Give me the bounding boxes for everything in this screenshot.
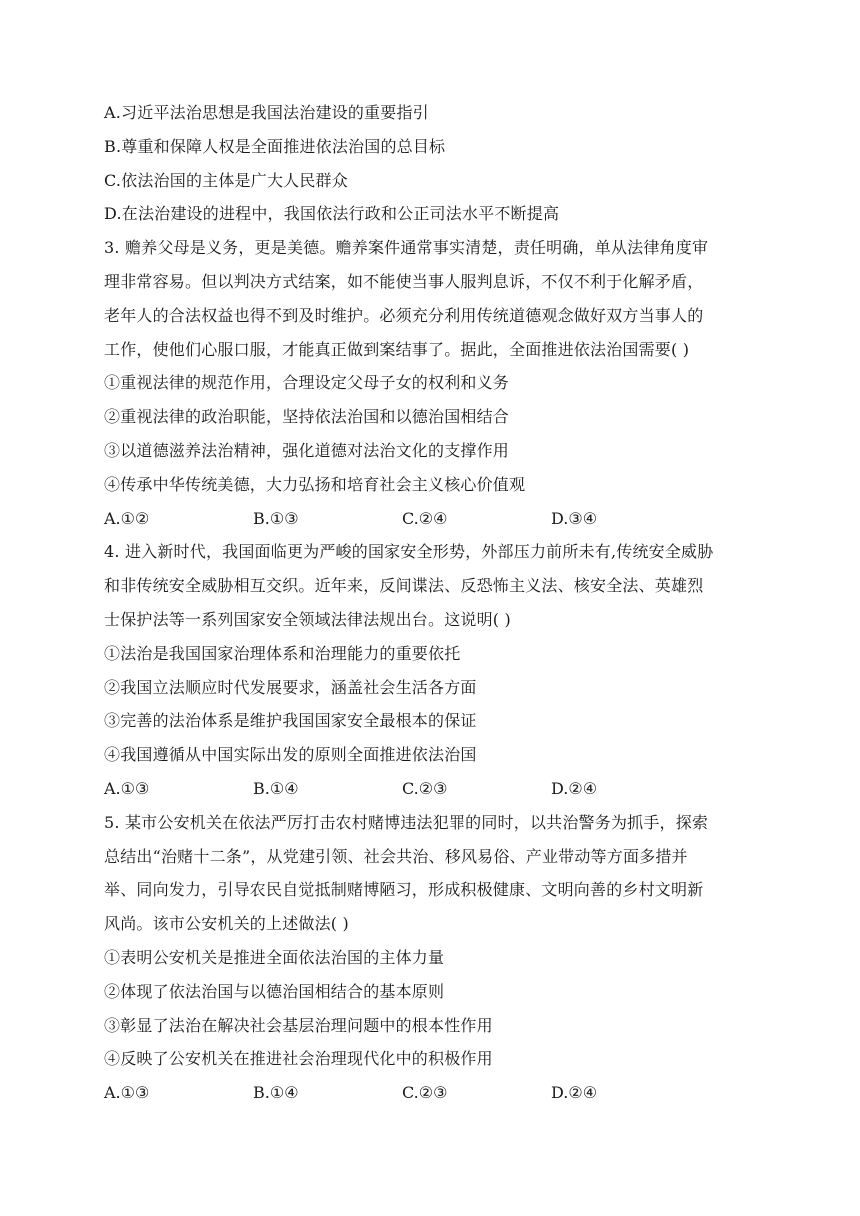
q2-option-a: A.习近平法治思想是我国法治建设的重要指引 [104,103,429,122]
question-5 [104,806,764,1110]
q5-stem-line: 总结出“治赌十二条”，从党建引领、社会共治、移风易俗、产业带动等方面多措并 [104,846,688,866]
q5-statement-3: ③彰显了法治在解决社会基层治理问题中的根本性作用 [104,1015,493,1035]
q2-option-b: B.尊重和保障人权是全面推进依法治国的总目标 [104,136,446,156]
q4-choices [104,772,764,806]
q4-choice-d: D.②④ [551,778,598,798]
q3-stem-line: 老年人的合法权益也得不到及时维护。必须充分利用传统道德观念做好双方当事人的 [104,305,704,325]
q3-choice-b: B.①③ [253,508,299,528]
q5-choices [104,1076,764,1110]
q2-option-d: D.在法治建设的进程中，我国依法行政和公正司法水平不断提高 [104,204,560,224]
q3-choice-a: A.①② [104,508,150,528]
q3-statement-3: ③以道德滋养法治精神，强化道德对法治文化的支撑作用 [104,440,510,460]
q4-stem-line: 和非传统安全威胁相互交织。近年来，反间谍法、反恐怖主义法、核安全法、英雄烈 [104,576,704,596]
question-4 [104,535,764,805]
q4-stem-line: 士保护法等一系列国家安全领域法律法规出台。这说明( ) [104,609,511,629]
q3-choice-d: D.③④ [551,508,598,528]
q5-choice-b: B.①④ [253,1083,299,1103]
q4-choice-b: B.①④ [253,778,299,798]
q3-choice-c: C.②④ [402,508,448,528]
q5-stem-line: 风尚。该市公安机关的上述做法( ) [104,914,349,934]
q2-options [104,96,764,231]
q3-stem-line: 工作，使他们心服口服，才能真正做到案结事了。据此，全面推进依法治国需要( ) [104,339,690,359]
q5-stem-line: 举、同向发力，引导农民自觉抵制赌博陋习，形成积极健康、文明向善的乡村文明新 [104,880,704,900]
question-3 [104,231,764,535]
q3-stem-line: 3. 赡养父母是义务，更是美德。赡养案件通常事实清楚，责任明确，单从法律角度审 [104,238,709,258]
q4-statement-4: ④我国遵循从中国实际出发的原则全面推进依法治国 [104,745,477,765]
exam-page [104,96,764,1110]
q4-statement-2: ②我国立法顺应时代发展要求，涵盖社会生活各方面 [104,677,477,697]
q4-stem-line: 4. 进入新时代，我国面临更为严峻的国家安全形势，外部压力前所未有,传统安全威胁 [104,542,714,562]
q2-option-c: C.依法治国的主体是广大人民群众 [104,170,348,190]
q4-choice-a: A.①③ [104,778,150,798]
q3-statement-1: ①重视法律的规范作用，合理设定父母子女的权利和义务 [104,373,510,393]
q5-choice-c: C.②③ [402,1083,448,1103]
q4-choice-c: C.②③ [402,778,448,798]
q4-statement-1: ①法治是我国国家治理体系和治理能力的重要依托 [104,643,461,663]
q5-stem-line: 5. 某市公安机关在依法严厉打击农村赌博违法犯罪的同时，以共治警务为抓手，探索 [104,812,709,832]
q4-statement-3: ③完善的法治体系是维护我国国家安全最根本的保证 [104,711,477,731]
q3-choices [104,502,764,536]
q5-statement-4: ④反映了公安机关在推进社会治理现代化中的积极作用 [104,1049,493,1069]
q5-choice-d: D.②④ [551,1083,598,1103]
q3-stem-line: 理非常容易。但以判决方式结案，如不能使当事人服判息诉，不仅不利于化解矛盾， [104,271,704,291]
q3-statement-4: ④传承中华传统美德，大力弘扬和培育社会主义核心价值观 [104,474,526,494]
q3-statement-2: ②重视法律的政治职能，坚持依法治国和以德治国相结合 [104,407,510,427]
q5-choice-a: A.①③ [104,1083,150,1103]
q5-statement-2: ②体现了依法治国与以德治国相结合的基本原则 [104,981,445,1001]
q5-statement-1: ①表明公安机关是推进全面依法治国的主体力量 [104,947,445,967]
